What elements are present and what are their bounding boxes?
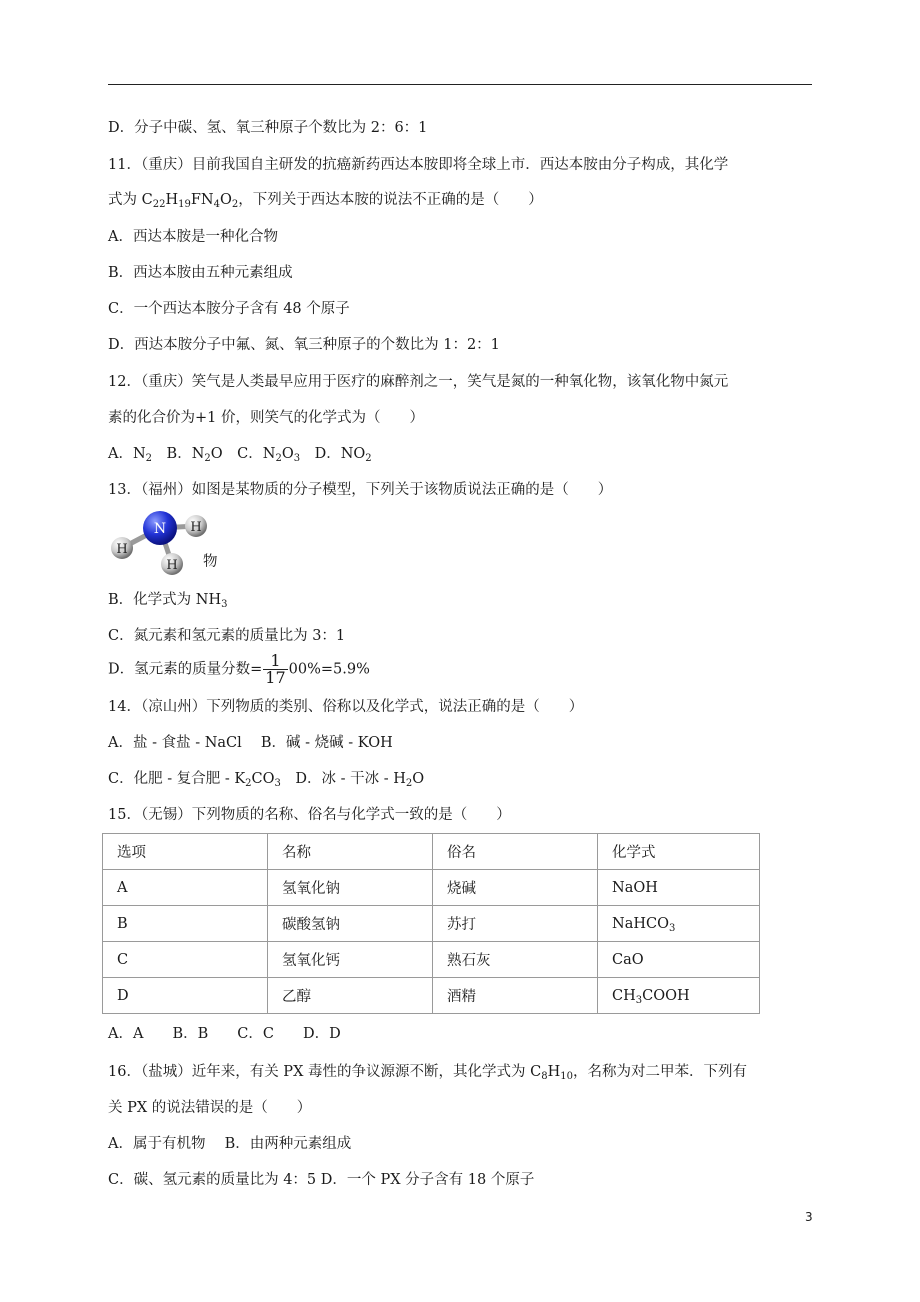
q15-options: A．A B．B C．C D．D	[108, 1026, 341, 1042]
q10-option-d: D．分子中碳、氢、氧三种原子个数比为 2：6：1	[108, 120, 428, 136]
table-cell: 碳酸氢钠	[268, 906, 433, 942]
q16-options-ab: A．属于有机物 B．由两种元素组成	[108, 1136, 352, 1152]
table-cell: C	[103, 942, 268, 978]
q13-option-c: C．氮元素和氢元素的质量比为 3：1	[108, 628, 346, 644]
q11-stem-line2: 式为 $C_{22}H_{19}FN_4O_2$，下列关于西达本胺的说法不正确的是（ ）	[108, 192, 543, 210]
table-row	[103, 978, 760, 1014]
table-cell: D	[103, 978, 268, 1014]
table-cell: NaHCO$_3$	[598, 906, 760, 942]
table-cell: B	[103, 906, 268, 942]
q14-stem: 14．（凉山州）下列物质的类别、俗称以及化学式，说法正确的是（ ）	[108, 699, 584, 715]
q13-option-d: D．氢元素的质量分数= $\frac{1}{17}$ 00%=5.9%	[108, 651, 370, 687]
table-cell: A	[103, 870, 268, 906]
table-header-cell: 化学式	[598, 834, 760, 870]
q15-stem: 15．（无锡）下列物质的名称、俗名与化学式一致的是（ ）	[108, 807, 511, 823]
table-row	[103, 870, 760, 906]
q13-option-b: B．化学式为 $NH_3$	[108, 592, 228, 610]
hydrogen-label: H	[166, 558, 178, 573]
q11-option-d: D．西达本胺分子中氟、氮、氧三种原子的个数比为 1：2：1	[108, 337, 500, 353]
q11-stem-line1: 11．（重庆）目前我国自主研发的抗癌新药西达本胺即将全球上市．西达本胺由分子构成，其化学	[108, 157, 729, 173]
hydrogen-label: H	[190, 520, 202, 535]
table-header-row	[103, 834, 760, 870]
table-cell: CaO	[598, 942, 760, 978]
q13-option-a-tail: 物	[203, 554, 218, 570]
table-cell: $CH_3COOH$	[598, 978, 760, 1014]
table-cell: 乙醇	[268, 978, 433, 1014]
ammonia-molecule-model	[108, 506, 218, 586]
q12-stem-line1: 12．（重庆）笑气是人类最早应用于医疗的麻醉剂之一，笑气是氮的一种氧化物，该氧化物中氮元	[108, 374, 729, 390]
q11-option-c: C．一个西达本胺分子含有 48 个原子	[108, 301, 350, 317]
header-rule	[108, 84, 812, 85]
table-cell: 氢氧化钠	[268, 870, 433, 906]
q13-stem: 13．（福州）如图是某物质的分子模型，下列关于该物质说法正确的是（ ）	[108, 482, 613, 498]
table-cell: 烧碱	[433, 870, 598, 906]
table-cell: 熟石灰	[433, 942, 598, 978]
table-cell: NaOH	[598, 870, 760, 906]
q12-options: A．$N_2$ B．$N_2O$ C．$N_2O_3$ D．$NO_2$	[108, 446, 372, 464]
q11-option-b: B．西达本胺由五种元素组成	[108, 265, 293, 281]
table-header-cell: 名称	[268, 834, 433, 870]
q11-option-a: A．西达本胺是一种化合物	[108, 229, 278, 245]
page-number: 3	[805, 1210, 813, 1224]
table-row	[103, 906, 760, 942]
table-header-cell: 俗名	[433, 834, 598, 870]
table-cell: 氢氧化钙	[268, 942, 433, 978]
q12-stem-line2: 素的化合价为+1 价，则笑气的化学式为（ ）	[108, 410, 424, 426]
q16-stem-line1: 16．（盐城）近年来，有关 PX 毒性的争议源源不断，其化学式为 $C_8H_{10}$，名称为对二甲苯．下列有	[108, 1064, 747, 1082]
q14-options-cd: C．化肥 - 复合肥 - $K_2CO_3$ D．冰 - 干冰 - $H_2O$	[108, 771, 425, 789]
fraction: $\frac{1}{17}$	[265, 651, 286, 687]
q16-stem-line2: 关 PX 的说法错误的是（ ）	[108, 1100, 312, 1116]
q16-options-cd: C．碳、氢元素的质量比为 4：5 D．一个 PX 分子含有 18 个原子	[108, 1172, 535, 1188]
table-cell: 酒精	[433, 978, 598, 1014]
q15-table	[102, 833, 760, 1014]
nitrogen-label: N	[153, 521, 167, 537]
table-row	[103, 942, 760, 978]
table-cell: 苏打	[433, 906, 598, 942]
q14-options-ab: A．盐 - 食盐 - NaCl B．碱 - 烧碱 - KOH	[108, 735, 393, 751]
hydrogen-label: H	[116, 542, 128, 557]
table-header-cell: 选项	[103, 834, 268, 870]
